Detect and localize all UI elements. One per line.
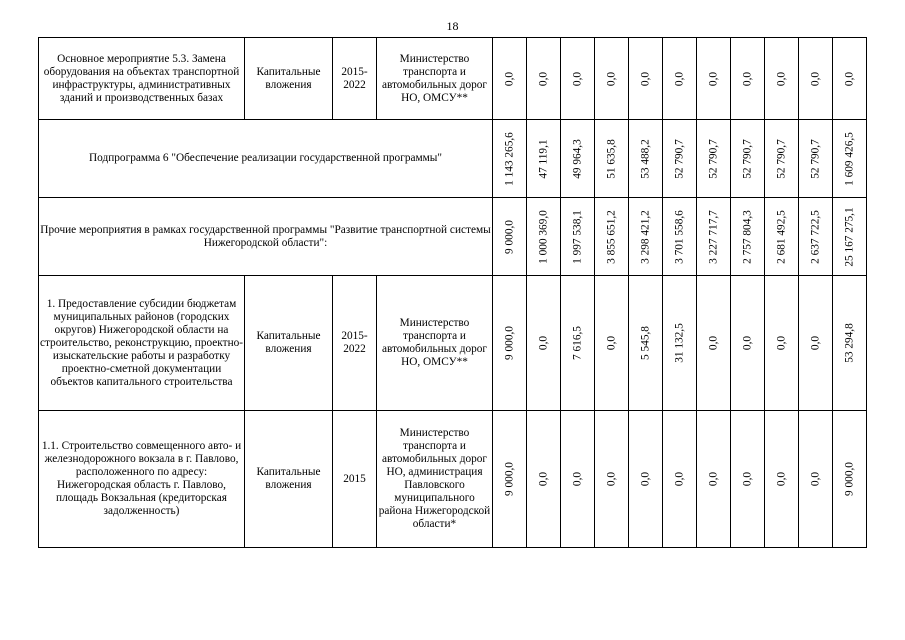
- value-cell: [561, 120, 595, 198]
- value-text: 0,0: [741, 335, 753, 351]
- value-text: 0,0: [775, 471, 787, 487]
- value-cell: [765, 120, 799, 198]
- value-cell: [527, 38, 561, 120]
- value-text: 2 757 804,3: [741, 209, 753, 264]
- value-cell: [561, 38, 595, 120]
- value-text: 0,0: [775, 71, 787, 86]
- value-text: 5 545,8: [639, 326, 651, 360]
- value-cell: [493, 411, 527, 548]
- value-text: 0,0: [707, 335, 719, 351]
- value-cell: [833, 198, 867, 276]
- value-text: 52 790,7: [707, 138, 719, 179]
- value-text: 0,0: [571, 471, 583, 487]
- value-text: 1 143 265,6: [503, 131, 515, 186]
- row-executor: Министерство транспорта и автомобильных дорог НО, ОМСУ**: [377, 38, 493, 120]
- value-text: 3 298 421,2: [639, 209, 651, 264]
- value-cell: [697, 411, 731, 548]
- value-text: 3 227 717,7: [707, 209, 719, 264]
- value-text: 0,0: [605, 471, 617, 487]
- value-cell: [697, 38, 731, 120]
- value-cell: [493, 276, 527, 411]
- value-cell: [731, 276, 765, 411]
- row-name: Подпрограмма 6 "Обеспечение реализации государственной программы": [39, 120, 493, 198]
- value-text: 25 167 275,1: [843, 206, 855, 267]
- value-text: 53 294,8: [843, 323, 855, 363]
- row-name: Прочие мероприятия в рамках государственной программы "Развитие транспортной системы Нижегородской области":: [39, 198, 493, 276]
- row-years: 2015-2022: [333, 276, 377, 411]
- row-name: Основное мероприятие 5.3. Замена оборудования на объектах транспортной инфраструктуры, административных зданий и производственных базах: [39, 38, 245, 120]
- value-text: 0,0: [673, 71, 685, 86]
- value-cell: [765, 38, 799, 120]
- value-cell: [561, 411, 595, 548]
- value-text: 0,0: [809, 335, 821, 351]
- value-cell: [697, 198, 731, 276]
- value-cell: [629, 38, 663, 120]
- table-row: [39, 198, 867, 276]
- value-cell: [629, 276, 663, 411]
- value-cell: [629, 198, 663, 276]
- value-text: 53 488,2: [639, 138, 651, 179]
- value-cell: [493, 38, 527, 120]
- value-text: 0,0: [775, 335, 787, 351]
- value-cell: [833, 276, 867, 411]
- value-cell: [765, 276, 799, 411]
- value-text: 0,0: [639, 71, 651, 86]
- value-text: 1 997 538,1: [571, 209, 583, 264]
- value-cell: [765, 411, 799, 548]
- value-text: 0,0: [741, 471, 753, 487]
- value-text: 1 609 426,5: [843, 131, 855, 186]
- value-cell: [697, 276, 731, 411]
- value-text: 7 616,5: [571, 326, 583, 360]
- value-cell: [765, 198, 799, 276]
- value-text: 0,0: [537, 71, 549, 86]
- value-cell: [833, 38, 867, 120]
- value-text: 2 637 722,5: [809, 209, 821, 264]
- value-cell: [833, 411, 867, 548]
- value-text: 9 000,0: [503, 326, 515, 360]
- value-cell: [527, 198, 561, 276]
- value-cell: [663, 198, 697, 276]
- value-text: 3 855 651,2: [605, 209, 617, 264]
- row-type: Капитальные вложения: [245, 276, 333, 411]
- table-row: [39, 411, 867, 548]
- value-cell: [527, 120, 561, 198]
- row-name: 1. Предоставление субсидии бюджетам муниципальных районов (городских округов) Нижегородской области на строительство, реконструкцию, проектно-изыскательские работы и разработку проектно-сметной документации объектов капитального строительства: [39, 276, 245, 411]
- value-cell: [663, 120, 697, 198]
- value-cell: [629, 411, 663, 548]
- value-text: 0,0: [537, 471, 549, 487]
- value-text: 0,0: [843, 71, 855, 86]
- value-text: 51 635,8: [605, 138, 617, 179]
- value-cell: [731, 198, 765, 276]
- row-years: 2015-2022: [333, 38, 377, 120]
- value-cell: [731, 120, 765, 198]
- value-cell: [493, 120, 527, 198]
- value-text: 9 000,0: [503, 462, 515, 496]
- value-cell: [561, 198, 595, 276]
- table-row: [39, 120, 867, 198]
- value-text: 52 790,7: [741, 138, 753, 179]
- value-cell: [799, 198, 833, 276]
- value-cell: [527, 411, 561, 548]
- value-cell: [595, 276, 629, 411]
- row-executor: Министерство транспорта и автомобильных дорог НО, ОМСУ**: [377, 276, 493, 411]
- value-cell: [663, 38, 697, 120]
- value-text: 9 000,0: [503, 219, 515, 254]
- table-row: [39, 276, 867, 411]
- value-cell: [731, 411, 765, 548]
- row-type: Капитальные вложения: [245, 411, 333, 548]
- value-cell: [731, 38, 765, 120]
- value-text: 9 000,0: [843, 462, 855, 496]
- value-cell: [833, 120, 867, 198]
- value-cell: [799, 276, 833, 411]
- value-cell: [595, 38, 629, 120]
- value-text: 0,0: [809, 71, 821, 86]
- value-text: 52 790,7: [809, 138, 821, 179]
- value-text: 52 790,7: [775, 138, 787, 179]
- value-text: 49 964,3: [571, 138, 583, 179]
- value-cell: [697, 120, 731, 198]
- value-cell: [595, 411, 629, 548]
- value-text: 52 790,7: [673, 138, 685, 179]
- value-text: 0,0: [639, 471, 651, 487]
- value-cell: [629, 120, 663, 198]
- row-type: Капитальные вложения: [245, 38, 333, 120]
- value-text: 0,0: [503, 71, 515, 86]
- value-text: 0,0: [673, 471, 685, 487]
- value-text: 0,0: [605, 71, 617, 86]
- value-text: 0,0: [571, 71, 583, 86]
- value-text: 0,0: [707, 71, 719, 86]
- value-text: 1 000 369,0: [537, 209, 549, 264]
- value-text: 0,0: [707, 471, 719, 487]
- value-cell: [527, 276, 561, 411]
- value-text: 31 132,5: [673, 323, 685, 363]
- row-executor: Министерство транспорта и автомобильных дорог НО, администрация Павловского муниципального района Нижегородской области*: [377, 411, 493, 548]
- value-text: 0,0: [605, 335, 617, 351]
- value-cell: [799, 411, 833, 548]
- value-text: 0,0: [741, 71, 753, 86]
- value-cell: [595, 198, 629, 276]
- budget-table: [38, 37, 867, 548]
- value-cell: [493, 198, 527, 276]
- value-text: 0,0: [809, 471, 821, 487]
- value-cell: [799, 120, 833, 198]
- value-text: 2 681 492,5: [775, 209, 787, 264]
- value-cell: [561, 276, 595, 411]
- row-years: 2015: [333, 411, 377, 548]
- value-cell: [595, 120, 629, 198]
- value-cell: [663, 411, 697, 548]
- table-row: [39, 38, 867, 120]
- value-text: 0,0: [537, 335, 549, 351]
- value-text: 47 119,1: [537, 138, 549, 179]
- page-number: 18: [446, 19, 459, 33]
- value-cell: [663, 276, 697, 411]
- row-name: 1.1. Строительство совмещенного авто- и железнодорожного вокзала в г. Павлово, расположенного по адресу: Нижегородская область г. Павлово, площадь Вокзальная (кредиторская задолженность): [39, 411, 245, 548]
- value-text: 3 701 558,6: [673, 209, 685, 264]
- value-cell: [799, 38, 833, 120]
